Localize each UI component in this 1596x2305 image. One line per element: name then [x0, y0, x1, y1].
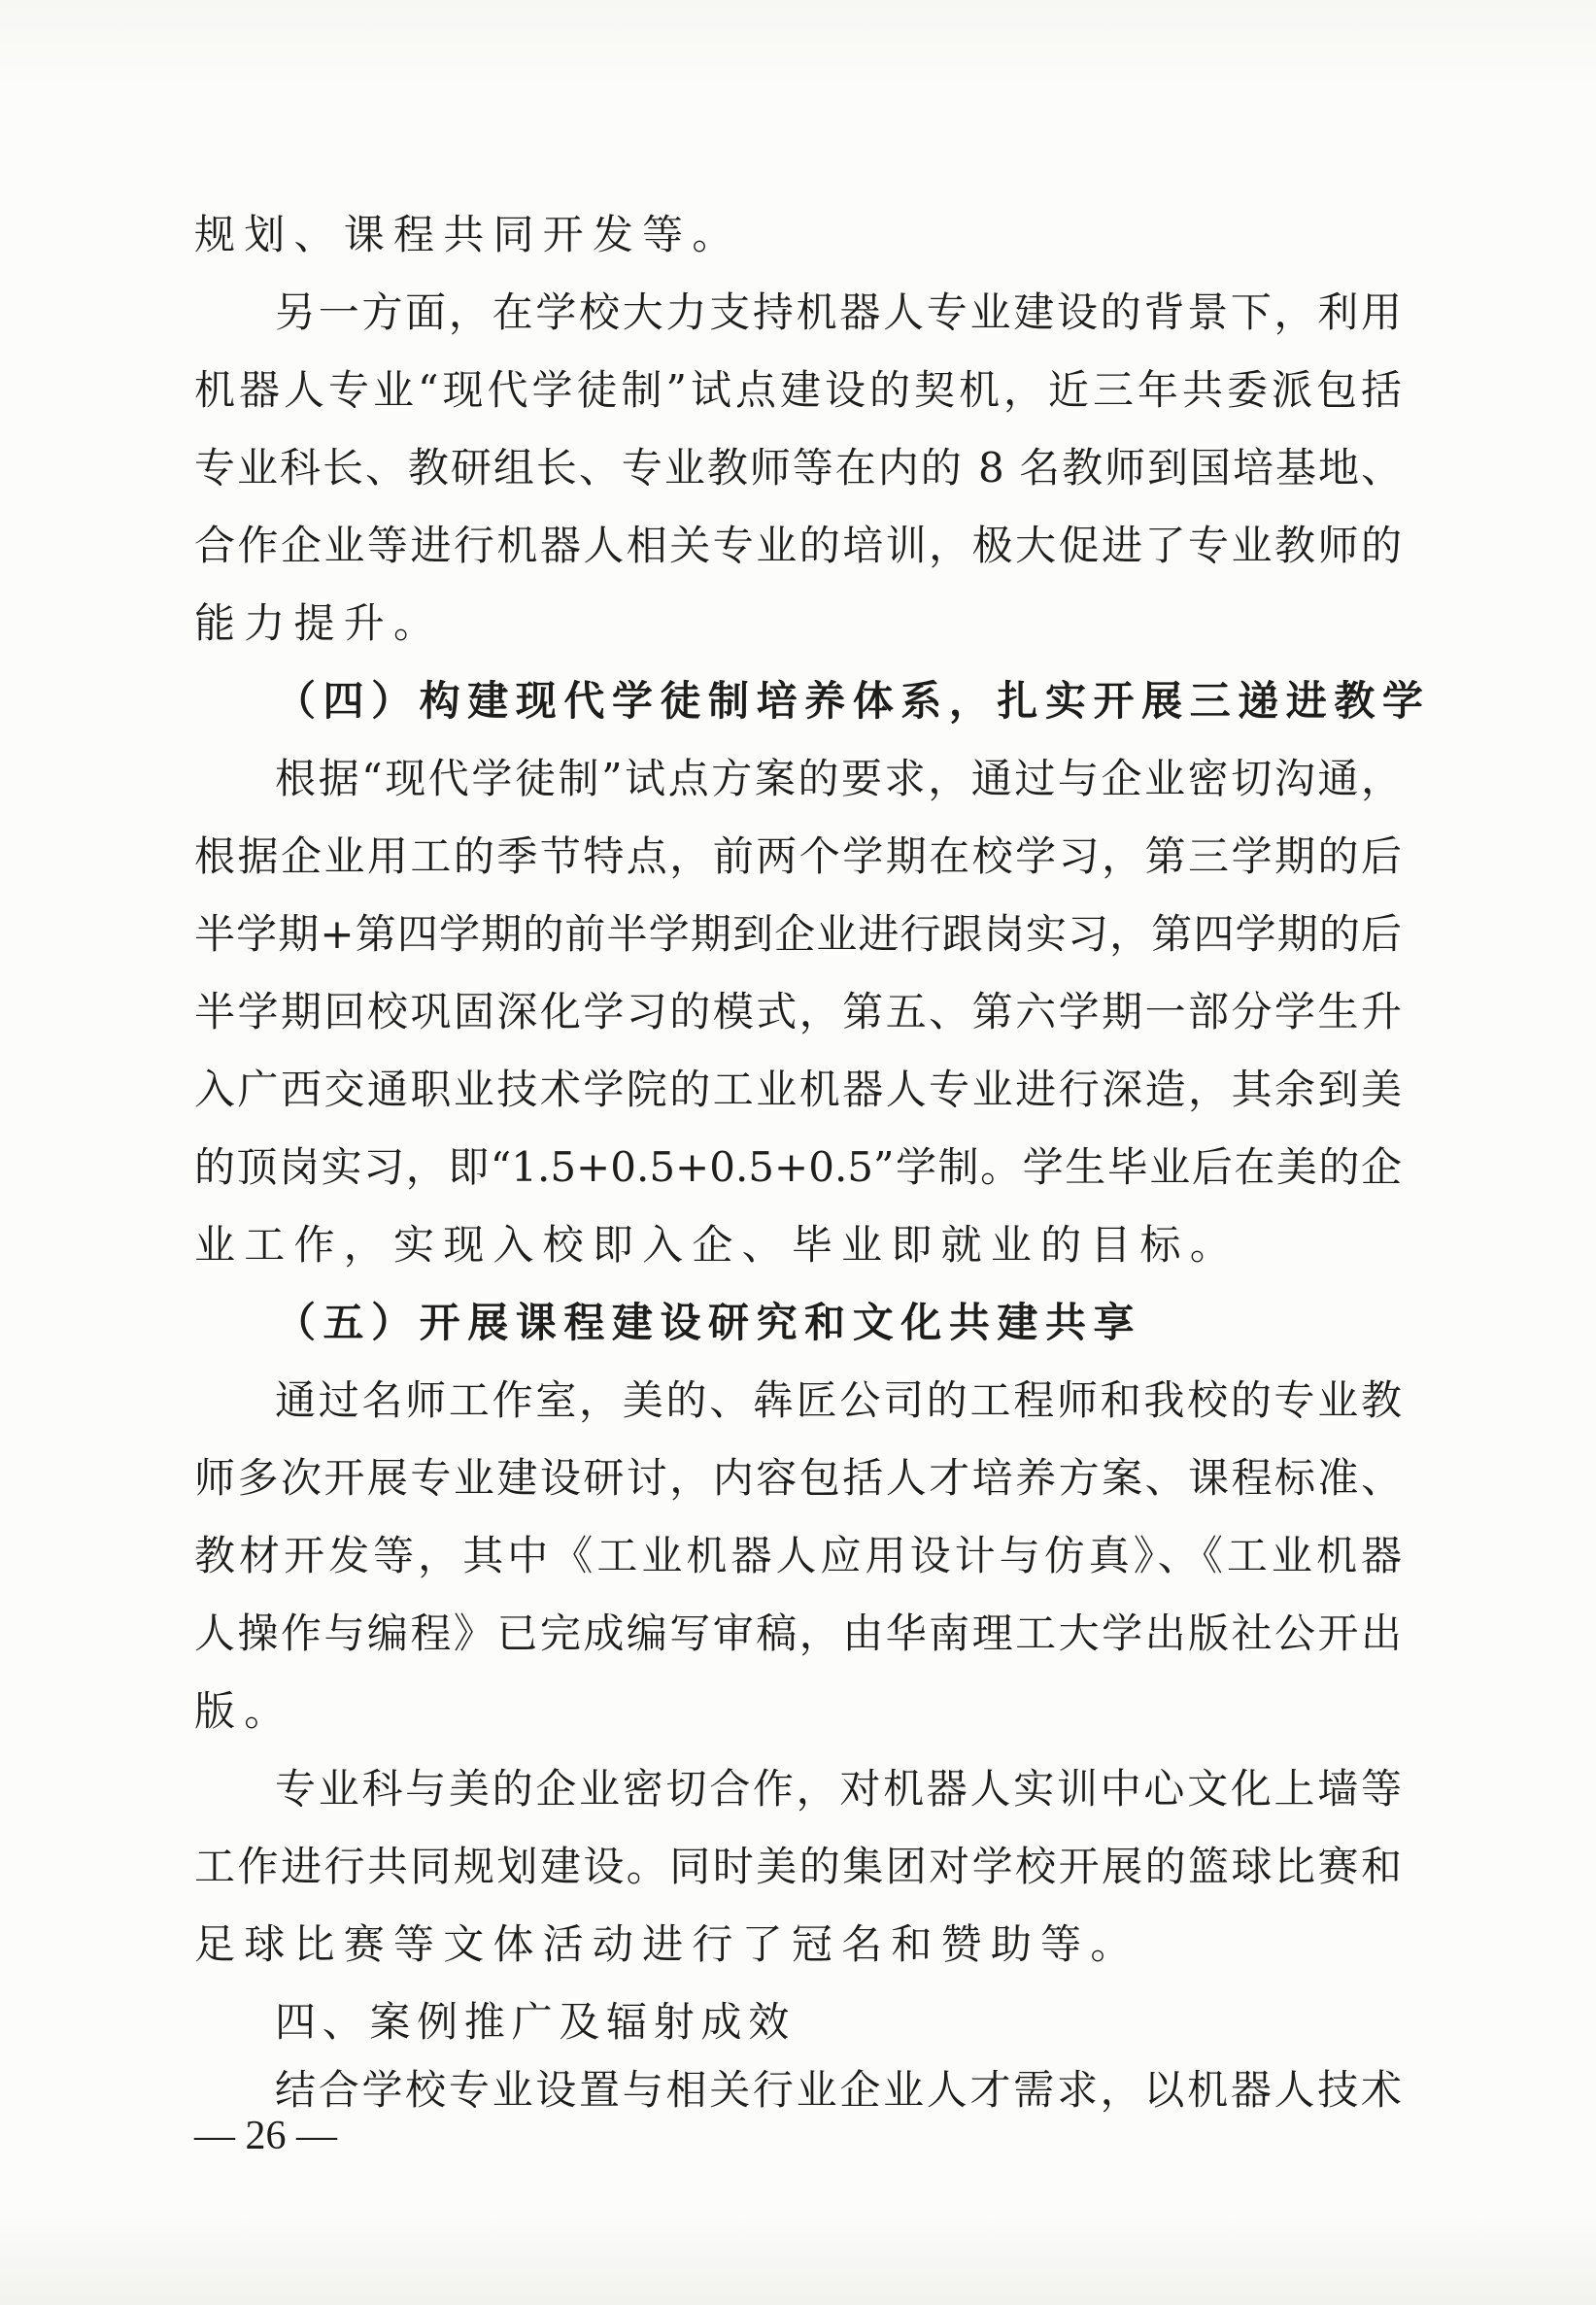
paragraph-line: 版。 — [194, 1687, 294, 1735]
section-heading: （四）构建现代学徒制培养体系，扎实开展三递进教学 — [275, 677, 1431, 725]
paragraph-line: 合作企业等进行机器人相关专业的培训，极大促进了专业教师的 — [194, 522, 1402, 569]
paragraph-line: 的顶岗实习，即“1.5+0.5+0.5+0.5”学制。学生毕业后在美的企 — [194, 1143, 1402, 1191]
paragraph-line: 另一方面，在学校大力支持机器人专业建设的背景下，利用 — [275, 288, 1402, 336]
paragraph-line: 人操作与编程》已完成编写审稿，由华南理工大学出版社公开出 — [194, 1610, 1402, 1657]
paragraph-line: 通过名师工作室，美的、犇匠公司的工程师和我校的专业教 — [275, 1376, 1402, 1424]
page-number: — 26 — — [194, 2114, 337, 2158]
paragraph-line: 能力提升。 — [194, 599, 444, 647]
paragraph-line: 半学期+第四学期的前半学期到企业进行跟岗实习，第四学期的后 — [194, 910, 1402, 958]
paragraph-line: 教材开发等，其中《工业机器人应用设计与仿真》、《工业机器 — [194, 1532, 1402, 1579]
paragraph-line: 师多次开展专业建设研讨，内容包括人才培养方案、课程标准、 — [194, 1454, 1402, 1502]
paragraph-line: 根据企业用工的季节特点，前两个学期在校学习，第三学期的后 — [194, 832, 1402, 880]
paragraph-line: 专业科长、教研组长、专业教师等在内的 8 名教师到国培基地、 — [194, 444, 1402, 492]
paragraph-line: 足球比赛等文体活动进行了冠名和赞助等。 — [194, 1920, 1140, 1968]
section-heading: （五）开展课程建设研究和文化共建共享 — [275, 1299, 1142, 1346]
paragraph-line: 专业科与美的企业密切合作，对机器人实训中心文化上墙等 — [275, 1765, 1402, 1813]
paragraph-line: 入广西交通职业技术学院的工业机器人专业进行深造，其余到美 — [194, 1066, 1402, 1113]
paragraph-line: 规划、课程共同开发等。 — [194, 211, 742, 258]
chapter-heading: 四、案例推广及辐射成效 — [275, 1998, 796, 2046]
paragraph-line: 工作进行共同规划建设。同时美的集团对学校开展的篮球比赛和 — [194, 1843, 1402, 1890]
paragraph-line: 半学期回校巩固深化学习的模式，第五、第六学期一部分学生升 — [194, 988, 1402, 1035]
paragraph-line: 机器人专业“现代学徒制”试点建设的契机，近三年共委派包括 — [194, 366, 1402, 414]
paragraph-line: 业工作，实现入校即入企、毕业即就业的目标。 — [194, 1221, 1240, 1269]
paragraph-line: 结合学校专业设置与相关行业企业人才需求，以机器人技术 — [275, 2066, 1402, 2114]
paragraph-line: 根据“现代学徒制”试点方案的要求，通过与企业密切沟通， — [275, 755, 1402, 802]
